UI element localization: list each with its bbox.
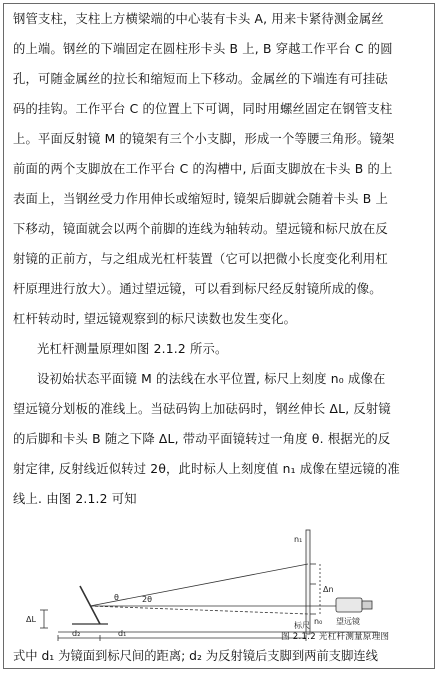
text-line: 孔，可随金属丝的拉长和缩短而上下移动。金属丝的下端连有可挂砝: [13, 72, 388, 86]
optical-lever-diagram: [18, 524, 423, 644]
text-line: 的上端。钢丝的下端固定在圆柱形卡头 B 上, B 穿越工作平台 C 的圆: [13, 42, 393, 56]
text-line: 光杠杆测量原理如图 2.1.2 所示。: [37, 342, 228, 356]
optical-lever-figure: [18, 524, 423, 644]
label-delta-l: ΔL: [26, 615, 36, 624]
text-line: 的后脚和卡头 B 随之下降 ΔL, 带动平面镜转过一角度 θ. 根据光的反: [13, 432, 391, 446]
text-line: 线上. 由图 2.1.2 可知: [13, 492, 137, 506]
label-two-theta: 2θ: [142, 595, 152, 604]
document-page: [3, 3, 435, 669]
text-line: 表面上，当钢丝受力作用伸长或缩短时, 镜架后脚就会随着卡头 B 上: [13, 192, 388, 206]
figure-caption: 图 2.1.2 光杠杆测量原理图: [281, 632, 390, 642]
label-delta-n: Δn: [323, 585, 334, 594]
text-line: 上。平面反射镜 M 的镜架有三个小支脚，形成一个等腰三角形。镜架: [13, 132, 395, 146]
label-d2: d₂: [72, 629, 81, 638]
label-theta: θ: [114, 593, 119, 602]
label-d1: d₁: [118, 629, 127, 638]
label-n0: n₀: [314, 617, 323, 626]
text-line: 钢管支柱，支柱上方横梁端的中心装有卡头 A, 用来卡紧待测金属丝: [13, 12, 384, 26]
text-line: 设初始状态平面镜 M 的法线在水平位置, 标尺上刻度 n₀ 成像在: [37, 372, 386, 386]
text-line: 射定律, 反射线近似转过 2θ，此时标人上刻度值 n₁ 成像在望远镜的准: [13, 462, 400, 476]
label-scale: 标尺: [294, 621, 310, 630]
text-line: 望远镜分划板的准线上。当砝码钩上加砝码时，钢丝伸长 ΔL, 反射镜: [13, 402, 391, 416]
text-line: 杆原理进行放大）。通过望远镜，可以看到标尺经反射镜所成的像。: [13, 282, 382, 296]
label-n1: n₁: [294, 535, 303, 544]
label-telescope: 望远镜: [336, 617, 360, 626]
paragraph-derivation: [13, 364, 427, 514]
paragraph-apparatus: [13, 4, 427, 334]
text-line: 杠杆转动时, 望远镜观察到的标尺读数也发生变化。: [13, 312, 297, 326]
telescope-body: [336, 598, 362, 612]
paragraph-principle-intro: [13, 334, 427, 364]
text-line: 射镜的正前方，与之组成光杠杆装置（它可以把微小长度变化利用杠: [13, 252, 388, 266]
scale-bar: [306, 530, 310, 634]
text-line: 前面的两个支脚放在工作平台 C 的沟槽中, 后面支脚放在卡头 B 的上: [13, 162, 393, 176]
text-line: 下移动，镜面就会以两个前脚的连线为轴转动。望远镜和标尺放在反: [13, 222, 388, 236]
text-line: 码的挂钩。工作平台 C 的位置上下可调，同时用螺丝固定在钢管支柱: [13, 102, 393, 116]
text-line-continuation: 式中 d₁ 为镜面到标尺间的距离; d₂ 为反射镜后支脚到两前支脚连线: [13, 649, 378, 663]
